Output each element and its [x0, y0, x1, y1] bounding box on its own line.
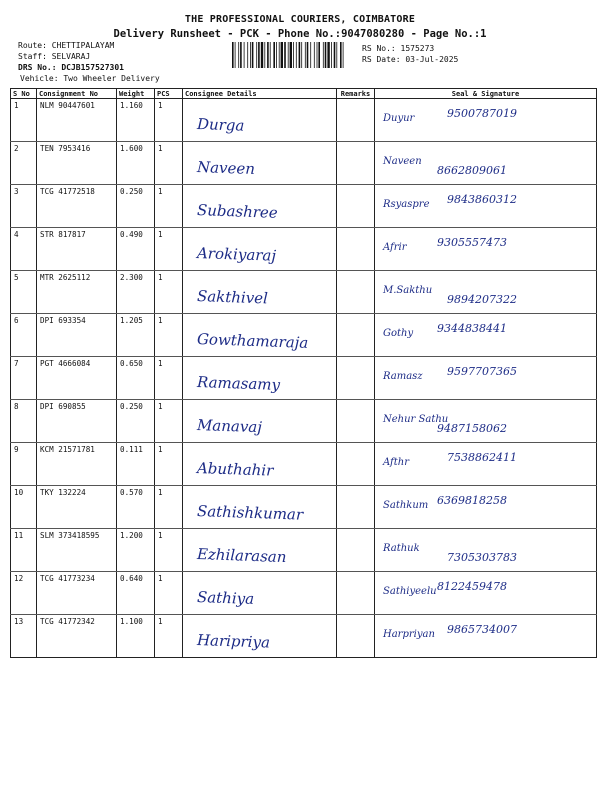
row-weight [117, 400, 155, 443]
signature-mark: Naveen [383, 156, 422, 167]
route-label: Route: CHETTIPALAYAM [18, 41, 115, 50]
row-pcs [155, 529, 183, 572]
signature-phone: 9597707365 [447, 365, 517, 378]
row-pcs [155, 615, 183, 658]
row-weight [117, 529, 155, 572]
pcs-value: 1 [158, 488, 163, 497]
row-consignment [37, 400, 117, 443]
signature-mark: Duyur [383, 113, 415, 124]
signature-phone: 9865734007 [447, 623, 517, 636]
row-signature [375, 529, 597, 572]
sno-value: 8 [14, 402, 19, 411]
row-weight [117, 615, 155, 658]
header-signature: Seal & Signature [375, 89, 597, 99]
weight-value: 1.205 [120, 316, 143, 325]
row-pcs [155, 486, 183, 529]
weight-value: 1.100 [120, 617, 143, 626]
row-sno [11, 615, 37, 658]
pcs-value: 1 [158, 531, 163, 540]
row-signature [375, 314, 597, 357]
subtitle-page: - Page No.:1 [404, 28, 487, 40]
sno-value: 10 [14, 488, 24, 497]
company-title: THE PROFESSIONAL COURIERS, COIMBATORE [184, 14, 416, 25]
runsheet-subtitle [0, 28, 600, 40]
table-row [11, 314, 597, 357]
row-pcs [155, 314, 183, 357]
row-sno [11, 357, 37, 400]
weight-value: 0.650 [120, 359, 143, 368]
pcs-value: 1 [158, 402, 163, 411]
row-signature [375, 486, 597, 529]
row-signature [375, 357, 597, 400]
pcs-value: 1 [158, 617, 163, 626]
consignee-name: Durga [196, 115, 245, 135]
row-pcs [155, 185, 183, 228]
staff-label: Staff: SELVARAJ [18, 52, 91, 61]
consignee-name: Ramasamy [196, 373, 281, 394]
drs-label: DRS No.: DCJB157527301 [18, 63, 124, 72]
signature-mark: Harpriyan [383, 629, 435, 640]
row-remarks [337, 443, 375, 486]
signature-phone: 7305303783 [447, 551, 517, 564]
header-sno: S No [11, 89, 37, 99]
consignee-name: Sathishkumar [196, 502, 304, 524]
pcs-value: 1 [158, 316, 163, 325]
consignee-name: Gowthamaraja [196, 330, 309, 352]
row-pcs [155, 443, 183, 486]
signature-phone: 9843860312 [447, 193, 517, 206]
row-remarks [337, 99, 375, 142]
signature-phone: 7538862411 [447, 451, 517, 464]
header-pcs: PCS [155, 89, 183, 99]
table-row [11, 228, 597, 271]
table-row [11, 615, 597, 658]
row-weight [117, 185, 155, 228]
weight-value: 0.111 [120, 445, 143, 454]
signature-mark: M.Sakthu [383, 285, 433, 296]
table-row [11, 142, 597, 185]
row-signature [375, 271, 597, 314]
consignee-name: Arokiyaraj [196, 244, 277, 265]
row-sno [11, 572, 37, 615]
row-pcs [155, 357, 183, 400]
signature-phone: 6369818258 [437, 494, 507, 507]
table-header-row [11, 89, 597, 99]
row-remarks [337, 314, 375, 357]
weight-value: 1.160 [120, 101, 143, 110]
consignee-name: Naveen [196, 158, 256, 179]
row-weight [117, 271, 155, 314]
row-pcs [155, 142, 183, 185]
sno-value: 1 [14, 101, 19, 110]
header-consignment: Consignment No [37, 89, 117, 99]
row-remarks [337, 357, 375, 400]
row-consignee [183, 99, 337, 142]
row-weight [117, 314, 155, 357]
row-remarks [337, 185, 375, 228]
row-remarks [337, 142, 375, 185]
signature-mark: Sathkum [383, 500, 429, 511]
consignee-name: Manavaj [196, 416, 263, 437]
table-row [11, 357, 597, 400]
row-remarks [337, 400, 375, 443]
table-row [11, 529, 597, 572]
barcode-image [232, 42, 344, 68]
rs-info [362, 43, 458, 65]
weight-value: 1.600 [120, 144, 143, 153]
sno-value: 6 [14, 316, 19, 325]
table-row [11, 443, 597, 486]
row-consignee [183, 615, 337, 658]
weight-value: 0.250 [120, 187, 143, 196]
consignment-number: TEN 7953416 [40, 144, 91, 153]
table-row [11, 185, 597, 228]
consignment-number: DPI 690855 [40, 402, 86, 411]
row-remarks [337, 615, 375, 658]
row-signature [375, 142, 597, 185]
consignee-name: Subashree [196, 201, 279, 222]
consignment-number: TCG 41772518 [40, 187, 95, 196]
row-consignee [183, 142, 337, 185]
pcs-value: 1 [158, 574, 163, 583]
row-sno [11, 228, 37, 271]
consignment-number: TKY 132224 [40, 488, 86, 497]
sno-value: 7 [14, 359, 19, 368]
pcs-value: 1 [158, 445, 163, 454]
consignment-number: NLM 90447601 [40, 101, 95, 110]
consignment-number: KCM 21571781 [40, 445, 95, 454]
weight-value: 0.490 [120, 230, 143, 239]
table-row [11, 271, 597, 314]
consignee-name: Ezhilarasan [196, 545, 287, 567]
row-consignee [183, 271, 337, 314]
row-consignee [183, 185, 337, 228]
row-pcs [155, 271, 183, 314]
table-row [11, 572, 597, 615]
sno-value: 11 [14, 531, 24, 540]
signature-mark: Nehur Sathu [383, 414, 449, 425]
table-row [11, 400, 597, 443]
row-sno [11, 443, 37, 486]
row-consignee [183, 572, 337, 615]
row-pcs [155, 99, 183, 142]
consignee-name: Sakthivel [196, 287, 269, 308]
row-consignee [183, 529, 337, 572]
pcs-value: 1 [158, 187, 163, 196]
rs-date: RS Date: 03-Jul-2025 [362, 55, 459, 64]
subtitle-phone: 9047080280 [341, 28, 405, 40]
header-consignee: Consignee Details [183, 89, 337, 99]
consignee-name: Abuthahir [196, 459, 274, 480]
pcs-value: 1 [158, 144, 163, 153]
sno-value: 5 [14, 273, 19, 282]
signature-mark: Rsyaspre [383, 199, 430, 210]
sno-value: 2 [14, 144, 19, 153]
row-sno [11, 185, 37, 228]
header-remarks: Remarks [337, 89, 375, 99]
row-signature [375, 185, 597, 228]
pcs-value: 1 [158, 273, 163, 282]
table-row [11, 99, 597, 142]
row-consignee [183, 228, 337, 271]
row-sno [11, 99, 37, 142]
row-remarks [337, 271, 375, 314]
row-consignment [37, 357, 117, 400]
signature-mark: Ramasz [383, 371, 423, 382]
row-consignment [37, 314, 117, 357]
row-consignment [37, 99, 117, 142]
sno-value: 9 [14, 445, 19, 454]
consignment-number: SLM 373418595 [40, 531, 100, 540]
row-signature [375, 443, 597, 486]
row-weight [117, 357, 155, 400]
table-row [11, 486, 597, 529]
row-sno [11, 400, 37, 443]
consignee-name: Sathiya [196, 588, 255, 608]
row-sno [11, 271, 37, 314]
row-remarks [337, 572, 375, 615]
consignment-number: DPI 693354 [40, 316, 86, 325]
row-remarks [337, 529, 375, 572]
row-consignee [183, 486, 337, 529]
subtitle-prefix: Delivery Runsheet - PCK - Phone No.: [113, 28, 342, 40]
consignee-name: Haripriya [196, 631, 271, 652]
row-consignment [37, 185, 117, 228]
signature-phone: 9344838441 [437, 322, 507, 335]
weight-value: 0.250 [120, 402, 143, 411]
sno-value: 4 [14, 230, 19, 239]
consignment-number: STR 817817 [40, 230, 86, 239]
weight-value: 2.300 [120, 273, 143, 282]
row-sno [11, 142, 37, 185]
weight-value: 0.640 [120, 574, 143, 583]
row-sno [11, 314, 37, 357]
row-weight [117, 572, 155, 615]
consignment-number: MTR 2625112 [40, 273, 91, 282]
row-pcs [155, 572, 183, 615]
consignment-number: TCG 41772342 [40, 617, 95, 626]
signature-mark: Rathuk [383, 543, 420, 554]
row-consignment [37, 271, 117, 314]
row-consignee [183, 400, 337, 443]
row-pcs [155, 228, 183, 271]
signature-mark: Gothy [383, 328, 414, 339]
row-consignment [37, 228, 117, 271]
pcs-value: 1 [158, 359, 163, 368]
row-weight [117, 142, 155, 185]
row-signature [375, 228, 597, 271]
header-weight: Weight [117, 89, 155, 99]
row-consignment [37, 572, 117, 615]
row-consignee [183, 443, 337, 486]
sno-value: 12 [14, 574, 24, 583]
row-weight [117, 443, 155, 486]
row-consignment [37, 142, 117, 185]
pcs-value: 1 [158, 230, 163, 239]
vehicle-label: Vehicle: Two Wheeler Delivery [20, 74, 160, 83]
signature-phone: 8662809061 [437, 164, 507, 177]
consignment-table [10, 88, 597, 658]
row-consignee [183, 314, 337, 357]
row-pcs [155, 400, 183, 443]
row-signature [375, 572, 597, 615]
row-consignment [37, 443, 117, 486]
signature-mark: Afthr [383, 457, 409, 468]
sno-value: 3 [14, 187, 19, 196]
signature-mark: Afrir [383, 242, 407, 253]
row-consignee [183, 357, 337, 400]
route-info [18, 40, 160, 84]
signature-phone: 8122459478 [437, 580, 507, 593]
signature-phone: 9487158062 [437, 422, 507, 435]
signature-mark: Sathiyeelu [383, 586, 437, 597]
signature-phone: 9500787019 [447, 107, 517, 120]
row-weight [117, 486, 155, 529]
rs-number: RS No.: 1575273 [362, 44, 435, 53]
row-consignment [37, 486, 117, 529]
row-sno [11, 486, 37, 529]
weight-value: 0.570 [120, 488, 143, 497]
signature-phone: 9305557473 [437, 236, 507, 249]
row-weight [117, 228, 155, 271]
row-sno [11, 529, 37, 572]
sno-value: 13 [14, 617, 24, 626]
consignment-number: PGT 4666084 [40, 359, 91, 368]
row-consignment [37, 529, 117, 572]
row-weight [117, 99, 155, 142]
row-signature [375, 400, 597, 443]
pcs-value: 1 [158, 101, 163, 110]
row-remarks [337, 486, 375, 529]
signature-phone: 9894207322 [447, 293, 517, 306]
row-signature [375, 615, 597, 658]
consignment-number: TCG 41773234 [40, 574, 95, 583]
row-consignment [37, 615, 117, 658]
row-remarks [337, 228, 375, 271]
weight-value: 1.200 [120, 531, 143, 540]
row-signature [375, 99, 597, 142]
